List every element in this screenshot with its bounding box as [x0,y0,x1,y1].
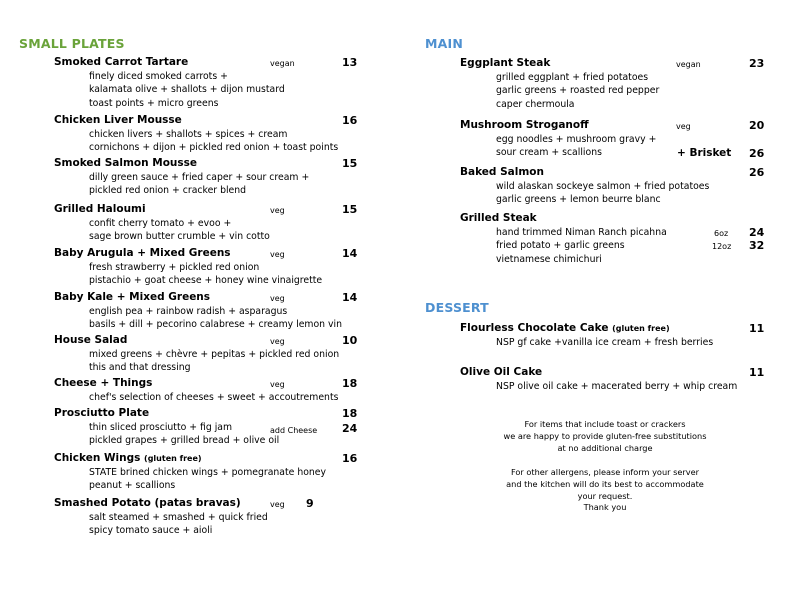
item-name [54,407,149,420]
steak-size-large: 12oz [712,242,732,251]
item-description-line: vietnamese chimichuri [496,253,602,265]
item-name-text: Baked Salmon [460,166,544,178]
dessert-title: DESSERT [425,300,489,315]
item-name-text: Cheese + Things [54,377,153,389]
footnote-line: Thank you [583,502,627,513]
item-description-line: thin sliced prosciutto + fig jam [89,422,233,433]
footnote-line: at no additional charge [557,442,653,453]
item-name-text: House Salad [54,334,128,346]
diet-tag: veg [270,206,285,215]
item-name [54,497,241,510]
item-name-text: Prosciutto Plate [54,407,150,419]
steak-price-large: 32 [749,239,765,252]
item-price: 18 [342,407,358,420]
item-description-line: sour cream + scallions [496,147,602,159]
item-description-line: toast points + micro greens [89,97,219,109]
item-name-text: Smashed Potato (patas bravas) [54,497,241,509]
item-description-line: salt steamed + smashed + quick fried [89,512,268,523]
diet-tag: veg [270,337,285,346]
item-description-line: dilly green sauce + fried caper + sour cream + [89,172,310,183]
item-description-line: NSP olive oil cake + macerated berry + whip cream [496,381,738,392]
item-name [460,322,670,335]
item-name [54,334,127,347]
item-price: 16 [342,452,358,465]
footnote-line: For items that include toast or crackers [524,419,686,429]
item-description-line: chef's selection of cheeses + sweet + accoutrements [89,392,339,403]
item-description-line: peanut + scallions [89,480,176,492]
diet-tag: veg [270,294,285,303]
item-name [54,377,152,390]
item-description-line: garlic greens + roasted red pepper [496,85,660,97]
item-description-line: confit cherry tomato + evoo + [89,218,232,229]
item-price: 11 [749,322,765,335]
item-description-line: garlic greens + lemon beurre blanc [496,194,661,206]
item-name [460,212,537,225]
item-description-line: finely diced smoked carrots + [89,71,228,82]
item-name-text: Smoked Carrot Tartare [54,56,189,68]
item-name-text: Flourless Chocolate Cake [460,322,609,334]
item-description-line: wild alaskan sockeye salmon + fried potatoes [496,181,710,192]
diet-tag: veg [270,250,285,259]
diet-tag: veg [270,380,285,389]
item-description-line: mixed greens + chèvre + pepitas + pickled red onion [89,349,340,360]
item-description-line: pickled red onion + cracker blend [89,185,247,197]
item-price: 26 [749,166,765,179]
item-description-line: cornichons + dijon + pickled red onion + toast points [89,142,339,154]
item-name-text: Grilled Steak [460,212,537,224]
item-description-line: caper chermoula [496,98,575,110]
small-plates-title: SMALL PLATES [19,36,125,51]
item-name [54,56,188,69]
item-name [460,119,589,132]
item-description-line: sage brown butter crumble + vin cotto [89,231,270,243]
item-description-line: basils + dill + pecorino calabrese + creamy lemon vin [89,319,342,331]
item-description-line: spicy tomato sauce + aioli [89,525,213,537]
item-price: 11 [749,366,765,379]
add-cheese-price: 24 [342,422,358,435]
item-price: 15 [342,157,358,170]
item-name-text: Eggplant Steak [460,57,551,69]
item-name-text: Baby Kale + Mixed Greens [54,291,211,303]
add-brisket-label: + Brisket [677,147,732,159]
item-price: 15 [342,203,358,216]
footnote-line: your request. [577,490,633,501]
item-description-line: this and that dressing [89,362,191,374]
gluten-free-footnote [490,419,720,454]
item-description-line: pickled grapes + grilled bread + olive oil [89,435,280,447]
item-price: 16 [342,114,358,127]
item-name-text: Chicken Liver Mousse [54,114,182,126]
item-price: 20 [749,119,765,132]
item-name-text: Grilled Haloumi [54,203,146,215]
item-name [54,114,182,127]
item-name-text: Smoked Salmon Mousse [54,157,198,169]
item-name [460,57,550,70]
item-price: 10 [342,334,358,347]
item-description-line: english pea + rainbow radish + asparagus [89,306,288,317]
item-name [54,452,202,465]
item-description-line: kalamata olive + shallots + dijon mustard [89,84,285,96]
diet-tag: vegan [676,60,701,69]
add-brisket-price: 26 [749,147,765,160]
item-price: 9 [306,497,314,510]
add-cheese-label: add Cheese [270,426,318,435]
item-name-text: Olive Oil Cake [460,366,543,378]
item-price: 23 [749,57,765,70]
item-price: 18 [342,377,358,390]
item-description-line: pistachio + goat cheese + honey wine vinaigrette [89,275,323,287]
footnote-line: we are happy to provide gluten-free substitutions [503,430,707,441]
item-description-line: fried potato + garlic greens [496,240,625,252]
item-name [54,291,210,304]
item-description-line: hand trimmed Niman Ranch picahna [496,227,667,238]
item-description-line: STATE brined chicken wings + pomegranate honey [89,467,327,478]
item-price: 14 [342,247,358,260]
diet-tag: veg [270,500,285,509]
diet-tag: veg [676,122,691,131]
item-description-line: NSP gf cake +vanilla ice cream + fresh berries [496,337,714,348]
item-name [54,247,231,260]
item-description-line: chicken livers + shallots + spices + cream [89,129,288,140]
item-description-line: egg noodles + mushroom gravy + [496,134,657,145]
item-name [54,157,197,170]
gluten-free-note: (gluten free) [612,324,670,333]
steak-size-small: 6oz [714,229,729,238]
item-price: 13 [342,56,358,69]
item-name [460,166,544,179]
item-description-line: grilled eggplant + fried potatoes [496,72,649,83]
item-name [460,366,542,379]
item-name [54,203,146,216]
item-name-text: Chicken Wings [54,452,141,464]
footnote-line: For other allergens, please inform your server [510,467,700,477]
item-price: 14 [342,291,358,304]
item-description-line: fresh strawberry + pickled red onion [89,262,260,273]
item-name-text: Baby Arugula + Mixed Greens [54,247,231,259]
footnote-line: and the kitchen will do its best to accommodate [506,478,704,489]
item-name-text: Mushroom Stroganoff [460,119,589,131]
steak-price-small: 24 [749,226,765,239]
allergen-footnote [490,467,720,514]
diet-tag: vegan [270,59,295,68]
main-title: MAIN [425,36,464,51]
gluten-free-note: (gluten free) [144,454,202,463]
